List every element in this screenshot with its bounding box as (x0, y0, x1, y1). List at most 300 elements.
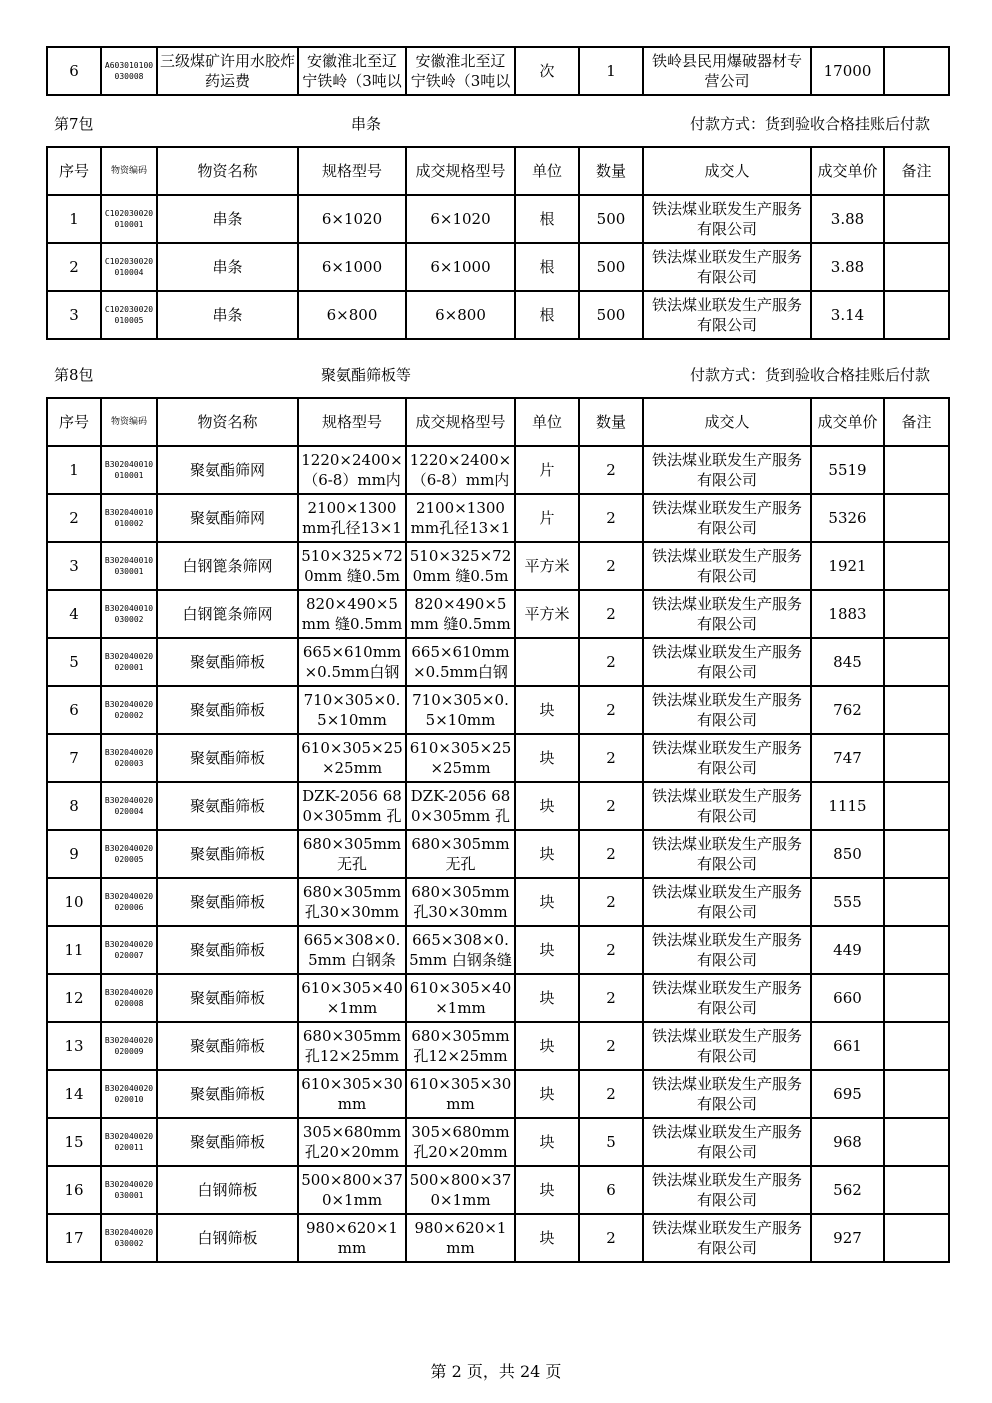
table-row (47, 638, 949, 686)
cell-unit (515, 590, 579, 638)
payment-terms: 付款方式：货到验收合格挂账后付款 (689, 115, 930, 133)
cell-code (101, 974, 157, 1022)
cell-qty (579, 1070, 643, 1118)
cell-text: 聚氨酯筛板 (189, 1037, 265, 1055)
cell-text: 845 (833, 653, 862, 671)
cell-name (157, 830, 298, 878)
cell-price (811, 1214, 884, 1262)
cell-price (811, 830, 884, 878)
package-label: 第8包 (54, 366, 94, 384)
cell-text: 10 (64, 893, 84, 911)
material-code-part: 030001 (114, 567, 144, 576)
cell-no (47, 1214, 101, 1262)
table-row (47, 1166, 949, 1214)
cell-vendor (643, 830, 811, 878)
cell-unit (515, 47, 579, 95)
table-row (47, 830, 949, 878)
cell-price (811, 926, 884, 974)
cell-text: 2 (69, 258, 79, 276)
column-header-unit: 单位 (515, 398, 579, 446)
material-code-part: C102030020 (104, 209, 154, 218)
cell-note (884, 1118, 949, 1166)
cell-no (47, 446, 101, 494)
material-code-part: C102030020 (104, 305, 154, 314)
cell-text: 3.88 (830, 258, 865, 276)
cell-code (101, 686, 157, 734)
cell-spec (298, 47, 406, 95)
column-header-no: 序号 (47, 147, 101, 195)
cell-text: 2 (69, 509, 79, 527)
cell-unit (515, 243, 579, 291)
cell-text: 6×800 (435, 306, 486, 324)
cell-price (811, 542, 884, 590)
column-header-code: 物资编码 (101, 398, 157, 446)
cell-text: 铁法煤业联发生产服务有限公司 (651, 691, 802, 729)
package-7-table (46, 146, 950, 340)
cell-deal-spec (406, 686, 515, 734)
cell-price (811, 1022, 884, 1070)
material-code-part: 010004 (114, 268, 144, 277)
cell-text: 2 (606, 1229, 616, 1247)
cell-code (101, 1118, 157, 1166)
cell-vendor (643, 974, 811, 1022)
table-row (47, 1022, 949, 1070)
cell-qty (579, 782, 643, 830)
cell-code (101, 590, 157, 638)
cell-vendor (643, 542, 811, 590)
cell-text: 968 (833, 1133, 862, 1151)
package-title: 聚氨酯筛板等 (320, 366, 411, 384)
cell-text: 串条 (212, 306, 243, 324)
cell-deal-spec (406, 1118, 515, 1166)
cell-text: 680×305mm 孔12×25mm (411, 1027, 510, 1065)
cell-text: 安徽淮北至辽宁铁岭（3吨以 (410, 52, 511, 90)
cell-text: 2 (606, 797, 616, 815)
material-code-part: 020006 (114, 903, 144, 912)
cell-unit (515, 926, 579, 974)
cell-text: 610×305×25×25mm (409, 739, 512, 777)
cell-text: 铁法煤业联发生产服务有限公司 (651, 296, 802, 334)
cell-name (157, 686, 298, 734)
cell-name (157, 974, 298, 1022)
cell-text: 695 (833, 1085, 862, 1103)
cell-spec (298, 734, 406, 782)
cell-note (884, 494, 949, 542)
cell-deal-spec (406, 974, 515, 1022)
cell-spec (298, 926, 406, 974)
cell-text: 聚氨酯筛网 (189, 461, 265, 479)
cell-note (884, 926, 949, 974)
cell-text: 铁法煤业联发生产服务有限公司 (651, 787, 802, 825)
cell-qty (579, 1118, 643, 1166)
cell-text: 2 (606, 893, 616, 911)
material-code-part: B302040020 (104, 796, 154, 805)
cell-code (101, 638, 157, 686)
cell-text: 聚氨酯筛板 (189, 989, 265, 1007)
cell-name (157, 1070, 298, 1118)
material-code-part: B302040020 (104, 988, 154, 997)
cell-spec (298, 494, 406, 542)
material-code-part: 030008 (114, 72, 144, 81)
cell-price (811, 47, 884, 95)
cell-price (811, 446, 884, 494)
material-code-part: 020010 (114, 1095, 144, 1104)
cell-vendor (643, 734, 811, 782)
column-header-price: 成交单价 (811, 147, 884, 195)
cell-text: 白钢篦条筛网 (182, 605, 273, 623)
cell-code (101, 1022, 157, 1070)
material-code-part: B302040010 (104, 460, 154, 469)
cell-spec (298, 195, 406, 243)
table-row (47, 47, 949, 95)
cell-text: 串条 (212, 258, 243, 276)
cell-text: 6×1020 (321, 210, 383, 228)
cell-text: 片 (539, 461, 555, 479)
cell-code (101, 195, 157, 243)
cell-no (47, 878, 101, 926)
column-header-qty: 数量 (579, 398, 643, 446)
cell-note (884, 195, 949, 243)
cell-vendor (643, 494, 811, 542)
cell-deal-spec (406, 926, 515, 974)
cell-text: 铁法煤业联发生产服务有限公司 (651, 451, 802, 489)
cell-price (811, 878, 884, 926)
cell-code (101, 291, 157, 339)
cell-text: 铁法煤业联发生产服务有限公司 (651, 1123, 802, 1161)
cell-text: 铁法煤业联发生产服务有限公司 (651, 200, 802, 238)
cell-text: 665×308×0.5mm 白钢条 (303, 931, 401, 969)
cell-unit (515, 830, 579, 878)
cell-text: 1 (69, 210, 79, 228)
cell-code (101, 243, 157, 291)
material-code-part: B302040020 (104, 700, 154, 709)
cell-text: 305×680mm 孔20×20mm (302, 1123, 402, 1161)
cell-note (884, 638, 949, 686)
cell-text: 927 (833, 1229, 862, 1247)
cell-text: 449 (833, 941, 862, 959)
cell-text: 铁法煤业联发生产服务有限公司 (651, 248, 802, 286)
column-header-spec: 规格型号 (298, 147, 406, 195)
material-code-part: A603010100 (104, 61, 154, 70)
material-code-part: B302040020 (104, 1228, 154, 1237)
cell-price (811, 638, 884, 686)
cell-qty (579, 734, 643, 782)
cell-no (47, 195, 101, 243)
cell-text: 762 (833, 701, 862, 719)
cell-no (47, 926, 101, 974)
cell-text: 2 (606, 605, 616, 623)
cell-vendor (643, 1070, 811, 1118)
cell-text: 680×305mm 无孔 (411, 835, 510, 873)
package-7-heading (46, 112, 948, 136)
cell-text: 16 (64, 1181, 84, 1199)
column-header-code: 物资编码 (101, 147, 157, 195)
cell-code (101, 1214, 157, 1262)
cell-no (47, 686, 101, 734)
cell-no (47, 974, 101, 1022)
cell-no (47, 734, 101, 782)
material-code-part: B302040020 (104, 1180, 154, 1189)
cell-text: 610×305×30mm (409, 1075, 512, 1113)
cell-spec (298, 878, 406, 926)
cell-name (157, 47, 298, 95)
cell-unit (515, 1022, 579, 1070)
cell-deal-spec (406, 638, 515, 686)
cell-qty (579, 494, 643, 542)
column-header-deal-spec: 成交规格型号 (406, 147, 515, 195)
cell-price (811, 686, 884, 734)
material-code-part: B302040020 (104, 748, 154, 757)
cell-text: 500 (596, 210, 626, 228)
cell-vendor (643, 638, 811, 686)
cell-code (101, 1070, 157, 1118)
cell-code (101, 446, 157, 494)
cell-qty (579, 926, 643, 974)
cell-name (157, 734, 298, 782)
cell-unit (515, 974, 579, 1022)
cell-text: 17000 (823, 62, 872, 80)
cell-note (884, 686, 949, 734)
cell-text: 平方米 (524, 605, 570, 623)
cell-code (101, 734, 157, 782)
package-8-table (46, 397, 950, 1263)
cell-text: 555 (833, 893, 862, 911)
cell-text: 500 (596, 258, 626, 276)
table-row (47, 243, 949, 291)
table-row (47, 734, 949, 782)
cell-vendor (643, 926, 811, 974)
cell-text: 根 (539, 306, 555, 324)
cell-note (884, 830, 949, 878)
cell-name (157, 1022, 298, 1070)
cell-unit (515, 494, 579, 542)
cell-text: 510×325×720mm 缝0.5m (301, 547, 403, 585)
cell-spec (298, 243, 406, 291)
cell-text: 铁法煤业联发生产服务有限公司 (651, 1027, 802, 1065)
cell-text: 块 (539, 893, 555, 911)
cell-text: 510×325×720mm 缝0.5m (409, 547, 512, 585)
cell-text: 铁法煤业联发生产服务有限公司 (651, 979, 802, 1017)
cell-note (884, 243, 949, 291)
table-row (47, 446, 949, 494)
cell-text: 聚氨酯筛网 (189, 509, 265, 527)
cell-qty (579, 291, 643, 339)
cell-text: 2 (606, 941, 616, 959)
cell-spec (298, 446, 406, 494)
cell-unit (515, 734, 579, 782)
cell-note (884, 1214, 949, 1262)
cell-text: 铁法煤业联发生产服务有限公司 (651, 547, 802, 585)
cell-text: 6×1000 (430, 258, 491, 276)
cell-deal-spec (406, 291, 515, 339)
cell-no (47, 1118, 101, 1166)
column-header-price: 成交单价 (811, 398, 884, 446)
cell-text: 1 (606, 62, 616, 80)
cell-price (811, 1118, 884, 1166)
cell-text: 9 (69, 845, 79, 863)
cell-name (157, 243, 298, 291)
cell-spec (298, 830, 406, 878)
cell-text: 680×305mm 孔30×30mm (411, 883, 510, 921)
cell-text: 3.88 (830, 210, 865, 228)
cell-text: 665×610mm×0.5mm白钢 (411, 643, 510, 681)
cell-qty (579, 878, 643, 926)
cell-spec (298, 1166, 406, 1214)
cell-deal-spec (406, 1166, 515, 1214)
cell-vendor (643, 195, 811, 243)
cell-text: 块 (539, 1037, 555, 1055)
cell-qty (579, 1166, 643, 1214)
material-code-part: B302040010 (104, 556, 154, 565)
cell-qty (579, 590, 643, 638)
cell-vendor (643, 590, 811, 638)
cell-unit (515, 291, 579, 339)
cell-text: 块 (539, 749, 555, 767)
cell-spec (298, 1118, 406, 1166)
cell-text: 820×490×5mm 缝0.5mm (301, 595, 403, 633)
cell-qty (579, 195, 643, 243)
cell-vendor (643, 1022, 811, 1070)
cell-text: 980×620×1mm (414, 1219, 507, 1257)
cell-name (157, 1118, 298, 1166)
cell-unit (515, 638, 579, 686)
cell-text: 1883 (828, 605, 867, 623)
cell-text: 5 (69, 653, 79, 671)
cell-no (47, 291, 101, 339)
cell-note (884, 878, 949, 926)
cell-qty (579, 686, 643, 734)
cell-text: 17 (64, 1229, 84, 1247)
cell-text: 680×305mm 孔12×25mm (302, 1027, 402, 1065)
column-header-qty: 数量 (579, 147, 643, 195)
cell-unit (515, 782, 579, 830)
cell-text: 305×680mm 孔20×20mm (411, 1123, 510, 1161)
cell-text: 块 (539, 941, 555, 959)
cell-text: 聚氨酯筛板 (189, 893, 265, 911)
cell-text: 14 (64, 1085, 84, 1103)
cell-text: 块 (539, 1133, 555, 1151)
material-code-part: 010005 (114, 316, 144, 325)
cell-text: 白钢筛板 (197, 1229, 258, 1247)
cell-note (884, 782, 949, 830)
material-code-part: 020009 (114, 1047, 144, 1056)
cell-deal-spec (406, 1022, 515, 1070)
cell-text: 白钢篦条筛网 (182, 557, 273, 575)
cell-text: 铁法煤业联发生产服务有限公司 (651, 1075, 802, 1113)
cell-vendor (643, 446, 811, 494)
cell-text: 610×305×40×1mm (301, 979, 403, 1017)
cell-price (811, 291, 884, 339)
cell-text: 铁岭县民用爆破器材专营公司 (651, 52, 802, 90)
cell-text: 2 (606, 989, 616, 1007)
cell-unit (515, 1166, 579, 1214)
cell-text: 1 (69, 461, 79, 479)
cell-unit (515, 542, 579, 590)
cell-name (157, 195, 298, 243)
cell-text: 8 (69, 797, 79, 815)
cell-no (47, 590, 101, 638)
cell-text: 2 (606, 653, 616, 671)
cell-vendor (643, 1214, 811, 1262)
cell-text: 3 (69, 557, 79, 575)
cell-text: 820×490×5mm 缝0.5mm (410, 595, 511, 633)
material-code-part: 020001 (114, 663, 144, 672)
cell-code (101, 830, 157, 878)
cell-text: 850 (833, 845, 862, 863)
cell-text: 1115 (828, 797, 867, 815)
cell-name (157, 638, 298, 686)
material-code-part: 020004 (114, 807, 144, 816)
cell-text: 铁法煤业联发生产服务有限公司 (651, 595, 802, 633)
cell-code (101, 47, 157, 95)
cell-no (47, 47, 101, 95)
cell-spec (298, 1022, 406, 1070)
cell-no (47, 1022, 101, 1070)
cell-text: 片 (539, 509, 555, 527)
material-code-part: 010002 (114, 519, 144, 528)
cell-qty (579, 1214, 643, 1262)
material-code-part: B302040020 (104, 892, 154, 901)
cell-spec (298, 291, 406, 339)
material-code-part: 020003 (114, 759, 144, 768)
cell-name (157, 878, 298, 926)
cell-vendor (643, 1118, 811, 1166)
material-code-part: B302040020 (104, 940, 154, 949)
table-row (47, 878, 949, 926)
cell-price (811, 590, 884, 638)
cell-text: 6×1020 (430, 210, 491, 228)
table-row (47, 1118, 949, 1166)
cell-text: 铁法煤业联发生产服务有限公司 (651, 643, 802, 681)
cell-no (47, 638, 101, 686)
material-code-part: 030002 (114, 1239, 144, 1248)
cell-note (884, 734, 949, 782)
cell-deal-spec (406, 1214, 515, 1262)
column-header-vendor: 成交人 (643, 398, 811, 446)
cell-spec (298, 590, 406, 638)
cell-text: 1220×2400×（6-8）mm内 (409, 451, 512, 489)
cell-text: 500×800×370×1mm (409, 1171, 512, 1209)
cell-text: 2 (606, 701, 616, 719)
header-row (47, 398, 949, 446)
cell-text: 6×1000 (321, 258, 383, 276)
cell-text: 三级煤矿许用水胶炸药运费 (160, 52, 295, 90)
cell-vendor (643, 878, 811, 926)
cell-text: 2 (606, 749, 616, 767)
cell-price (811, 734, 884, 782)
cell-spec (298, 542, 406, 590)
cell-vendor (643, 291, 811, 339)
cell-code (101, 494, 157, 542)
cell-text: 块 (539, 1229, 555, 1247)
cell-text: 2 (606, 509, 616, 527)
material-code-part: 020007 (114, 951, 144, 960)
cell-vendor (643, 47, 811, 95)
cell-no (47, 542, 101, 590)
cell-price (811, 494, 884, 542)
table-row (47, 974, 949, 1022)
table-row (47, 926, 949, 974)
cell-text: 聚氨酯筛板 (189, 941, 265, 959)
table-row (47, 590, 949, 638)
material-code-part: B302040010 (104, 508, 154, 517)
cell-text: 2100×1300mm孔径13×1 (410, 499, 511, 537)
cell-qty (579, 638, 643, 686)
cell-text: 5326 (828, 509, 867, 527)
cell-text: 610×305×30mm (301, 1075, 403, 1113)
cell-text: 聚氨酯筛板 (189, 1133, 265, 1151)
cell-text: 661 (833, 1037, 862, 1055)
